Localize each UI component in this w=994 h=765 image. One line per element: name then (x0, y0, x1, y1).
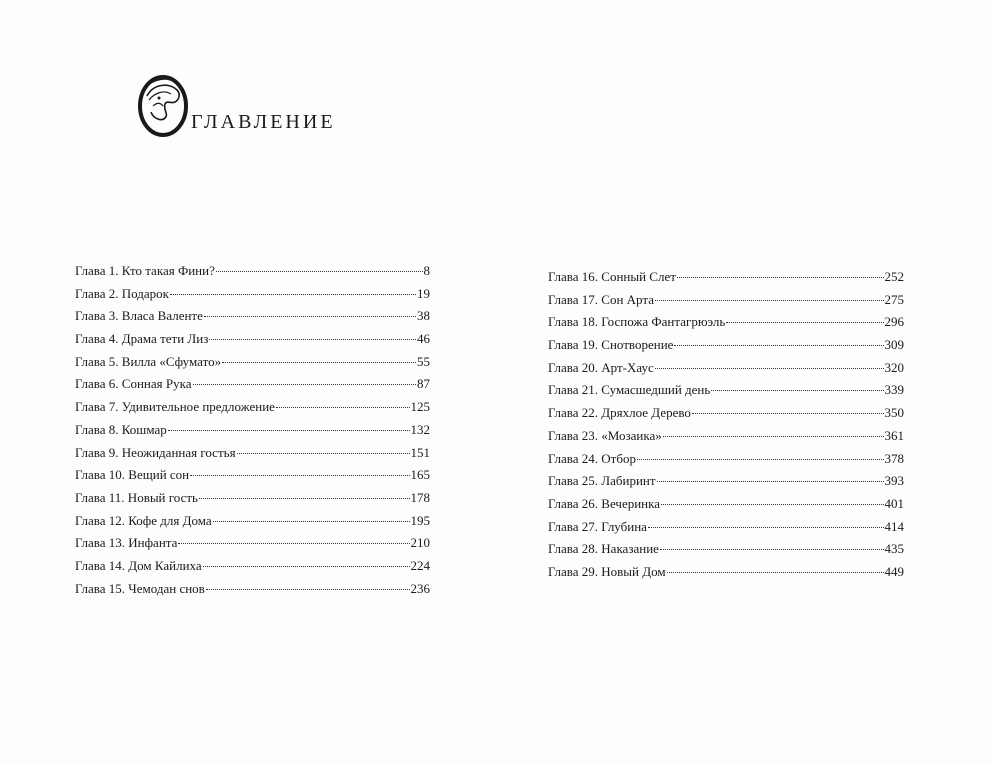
toc-entry-label: Глава 15. Чемодан снов (75, 580, 205, 596)
toc-entry (75, 260, 430, 283)
toc-entry (75, 419, 430, 442)
toc-entry-label: Глава 20. Арт-Хаус (548, 359, 654, 375)
toc-entry-label: Глава 26. Вечеринка (548, 495, 661, 511)
toc-entry (548, 311, 904, 334)
toc-entry-page: 132 (410, 421, 430, 437)
toc-entry-page: 224 (410, 557, 430, 573)
toc-entry-page: 378 (884, 450, 904, 466)
dot-leader (216, 270, 423, 272)
dot-leader (204, 315, 416, 317)
toc-entry-page: 449 (884, 563, 904, 579)
toc-entry-label: Глава 12. Кофе для Дома (75, 512, 212, 528)
toc-entry-label: Глава 5. Вилла «Сфумато» (75, 353, 222, 369)
toc-entry (548, 266, 904, 289)
dot-leader (276, 406, 410, 408)
toc-entry-page: 309 (884, 337, 904, 353)
toc-entry-page: 393 (884, 473, 904, 489)
dot-leader (674, 344, 883, 346)
toc-entry-page: 339 (884, 382, 904, 398)
toc-entry (548, 334, 904, 357)
dot-leader (711, 389, 883, 391)
toc-entry (548, 357, 904, 380)
toc-entry-page: 275 (884, 291, 904, 307)
toc-entry-page: 195 (410, 512, 430, 528)
toc-entry-label: Глава 13. Инфанта (75, 535, 178, 551)
toc-entry-page: 151 (410, 444, 430, 460)
toc-entry (75, 305, 430, 328)
dot-leader (661, 503, 883, 505)
toc-entry (75, 442, 430, 465)
toc-left-column (75, 260, 430, 600)
toc-entry-page: 19 (417, 285, 430, 301)
toc-entry (75, 328, 430, 351)
toc-entry-page: 165 (410, 467, 430, 483)
dot-leader (206, 588, 410, 590)
toc-entry-page: 350 (884, 405, 904, 421)
dot-leader (178, 542, 409, 544)
toc-entry (75, 396, 430, 419)
dot-leader (222, 361, 416, 363)
toc-entry (548, 379, 904, 402)
toc-entry-page: 46 (417, 331, 430, 347)
toc-entry-page: 125 (410, 399, 430, 415)
toc-entry (75, 464, 430, 487)
toc-entry-page: 210 (410, 535, 430, 551)
dot-leader (655, 299, 884, 301)
toc-entry (75, 510, 430, 533)
dot-leader (660, 548, 884, 550)
toc-entry-label: Глава 17. Сон Арта (548, 291, 654, 307)
dot-leader (677, 276, 884, 278)
ornament-face-icon (135, 70, 193, 138)
toc-entry-page: 435 (884, 541, 904, 557)
toc-entry-label: Глава 3. Власа Валенте (75, 308, 203, 324)
toc-entry (548, 538, 904, 561)
heading-text: главление (191, 103, 336, 135)
toc-entry-page: 296 (884, 314, 904, 330)
toc-entry-label: Глава 23. «Мозаика» (548, 427, 662, 443)
dot-leader (170, 293, 416, 295)
dot-leader (203, 565, 410, 567)
toc-entry (75, 532, 430, 555)
dot-leader (190, 474, 409, 476)
toc-entry-page: 361 (884, 427, 904, 443)
toc-entry-label: Глава 4. Драма тети Лиз (75, 331, 209, 347)
toc-entry-label: Глава 2. Подарок (75, 285, 169, 301)
toc-entry (75, 578, 430, 601)
toc-entry-label: Глава 10. Вещий сон (75, 467, 190, 483)
dot-leader (193, 383, 417, 385)
toc-entry-page: 236 (410, 580, 430, 596)
page-title (135, 70, 336, 138)
dot-leader (213, 520, 410, 522)
toc-entry (75, 555, 430, 578)
toc-entry (548, 493, 904, 516)
toc-entry (548, 425, 904, 448)
toc-entry-label: Глава 16. Сонный Слет (548, 269, 676, 284)
toc-entry (548, 561, 904, 584)
toc-entry-label: Глава 8. Кошмар (75, 421, 167, 437)
toc-entry (75, 373, 430, 396)
toc-entry-label: Глава 1. Кто такая Фини? (75, 263, 215, 278)
toc-entry (548, 402, 904, 425)
toc-entry-label: Глава 19. Снотворение (548, 337, 674, 353)
dot-leader (648, 526, 884, 528)
toc-entry-label: Глава 18. Госпожа Фантагрюэль (548, 314, 726, 330)
dot-leader (655, 367, 884, 369)
dot-leader (657, 480, 884, 482)
toc-entry (548, 470, 904, 493)
toc-entry (75, 487, 430, 510)
toc-right-column (548, 266, 904, 584)
toc-entry-label: Глава 27. Глубина (548, 518, 647, 534)
toc-entry-page: 8 (423, 263, 430, 278)
dot-leader (168, 429, 410, 431)
dot-leader (726, 321, 883, 323)
toc-entry-page: 252 (884, 269, 904, 284)
toc-entry-label: Глава 14. Дом Кайлиха (75, 557, 202, 573)
toc-entry-page: 320 (884, 359, 904, 375)
dot-leader (692, 412, 884, 414)
toc-entry-page: 55 (417, 353, 430, 369)
toc-entry-page: 87 (417, 376, 430, 392)
toc-entry-label: Глава 9. Неожиданная гостья (75, 444, 236, 460)
toc-entry-page: 38 (417, 308, 430, 324)
toc-entry-label: Глава 28. Наказание (548, 541, 659, 557)
toc-entry (548, 289, 904, 312)
toc-entry-label: Глава 25. Лабиринт (548, 473, 656, 489)
decorative-initial (135, 70, 193, 138)
toc-entry (75, 351, 430, 374)
dot-leader (237, 452, 410, 454)
toc-entry (548, 448, 904, 471)
toc-entry-label: Глава 6. Сонная Рука (75, 376, 192, 392)
toc-entry-page: 414 (884, 518, 904, 534)
toc-entry-page: 401 (884, 495, 904, 511)
dot-leader (199, 497, 410, 499)
dot-leader (667, 571, 884, 573)
toc-entry-label: Глава 21. Сумасшедший день (548, 382, 711, 398)
dot-leader (663, 435, 884, 437)
dot-leader (209, 338, 416, 340)
toc-entry-label: Глава 11. Новый гость (75, 489, 198, 505)
toc-entry-label: Глава 7. Удивительное предложение (75, 399, 275, 415)
toc-entry-label: Глава 22. Дряхлое Дерево (548, 405, 691, 421)
toc-entry-label: Глава 29. Новый Дом (548, 563, 666, 579)
toc-entry-label: Глава 24. Отбор (548, 450, 636, 466)
dot-leader (637, 458, 884, 460)
toc-entry-page: 178 (410, 489, 430, 505)
toc-entry (548, 516, 904, 539)
toc-entry (75, 283, 430, 306)
